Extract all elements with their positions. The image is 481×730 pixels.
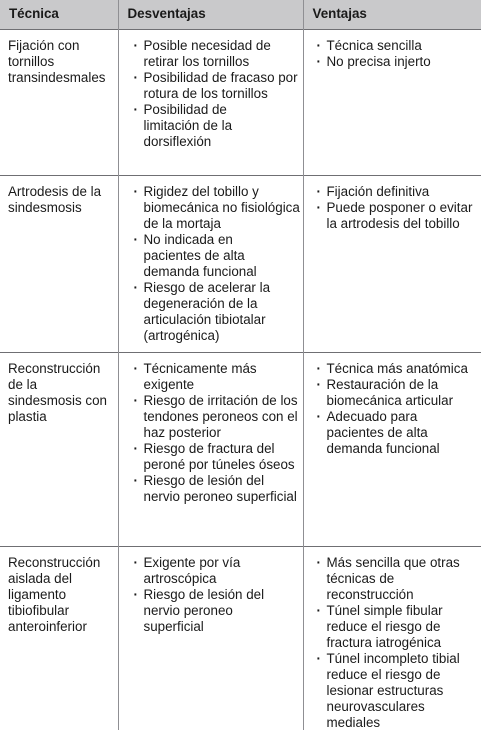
list-item: · Puede posponer o evitar la artrodesis del tobillo [315, 200, 480, 232]
disadvantages-list [127, 38, 299, 150]
list-item: · Fijación definitiva [315, 184, 480, 200]
advantages-list [312, 38, 476, 70]
table-row [0, 175, 481, 352]
list-item: · Técnica sencilla [315, 38, 476, 54]
header-ventajas: Ventajas [303, 0, 481, 29]
technique-cell: Artrodesis de la sindesmosis [0, 175, 118, 352]
list-item: · Posibilidad de limitación de la dorsiflexión [132, 102, 299, 150]
disadvantages-list [127, 184, 301, 344]
list-item: · Restauración de la biomecánica articular [315, 377, 476, 409]
disadvantages-cell [118, 29, 303, 175]
disadvantages-cell [118, 546, 303, 730]
list-item: · No indicada en pacientes de alta demanda funcional [132, 232, 301, 280]
technique-cell: Reconstrucción aislada del ligamento tibiofibular anteroinferior [0, 546, 118, 730]
list-item: · Túnel simple fibular reduce el riesgo de fractura iatrogénica [315, 603, 468, 651]
list-item: · Riesgo de lesión del nervio peroneo superficial [132, 473, 301, 505]
table-body [0, 29, 481, 730]
list-item: · No precisa injerto [315, 54, 476, 70]
table-header [0, 0, 481, 29]
list-item: · Adecuado para pacientes de alta demanda funcional [315, 409, 476, 457]
header-desventajas: Desventajas [118, 0, 303, 29]
table-row [0, 29, 481, 175]
disadvantages-list [127, 555, 297, 635]
disadvantages-cell [118, 352, 303, 546]
disadvantages-list [127, 361, 301, 505]
disadvantages-cell [118, 175, 303, 352]
advantages-list [312, 555, 468, 730]
list-item: · Túnel incompleto tibial reduce el riesgo de lesionar estructuras neurovasculares mediales [315, 651, 468, 730]
advantages-list [312, 184, 480, 232]
list-item: · Exigente por vía artroscópica [132, 555, 297, 587]
list-item: · Rigidez del tobillo y biomecánica no fisiológica de la mortaja [132, 184, 301, 232]
list-item: · Técnicamente más exigente [132, 361, 301, 393]
list-item: · Riesgo de acelerar la degeneración de la articulación tibiotalar (artrogénica) [132, 280, 301, 344]
technique-cell: Reconstrucción de la sindesmosis con plastia [0, 352, 118, 546]
table-row [0, 352, 481, 546]
list-item: · Más sencilla que otras técnicas de reconstrucción [315, 555, 468, 603]
advantages-cell [303, 29, 481, 175]
list-item: · Posibilidad de fracaso por rotura de los tornillos [132, 70, 299, 102]
list-item: · Técnica más anatómica [315, 361, 476, 377]
header-row [0, 0, 481, 29]
advantages-list [312, 361, 476, 457]
advantages-cell [303, 352, 481, 546]
list-item: · Riesgo de fractura del peroné por túneles óseos [132, 441, 301, 473]
list-item: · Riesgo de lesión del nervio peroneo superficial [132, 587, 297, 635]
list-item: · Posible necesidad de retirar los tornillos [132, 38, 299, 70]
table-row [0, 546, 481, 730]
list-item: · Riesgo de irritación de los tendones peroneos con el haz posterior [132, 393, 301, 441]
advantages-cell [303, 546, 481, 730]
header-tecnica: Técnica [0, 0, 118, 29]
technique-cell: Fijación con tornillos transindesmales [0, 29, 118, 175]
advantages-cell [303, 175, 481, 352]
